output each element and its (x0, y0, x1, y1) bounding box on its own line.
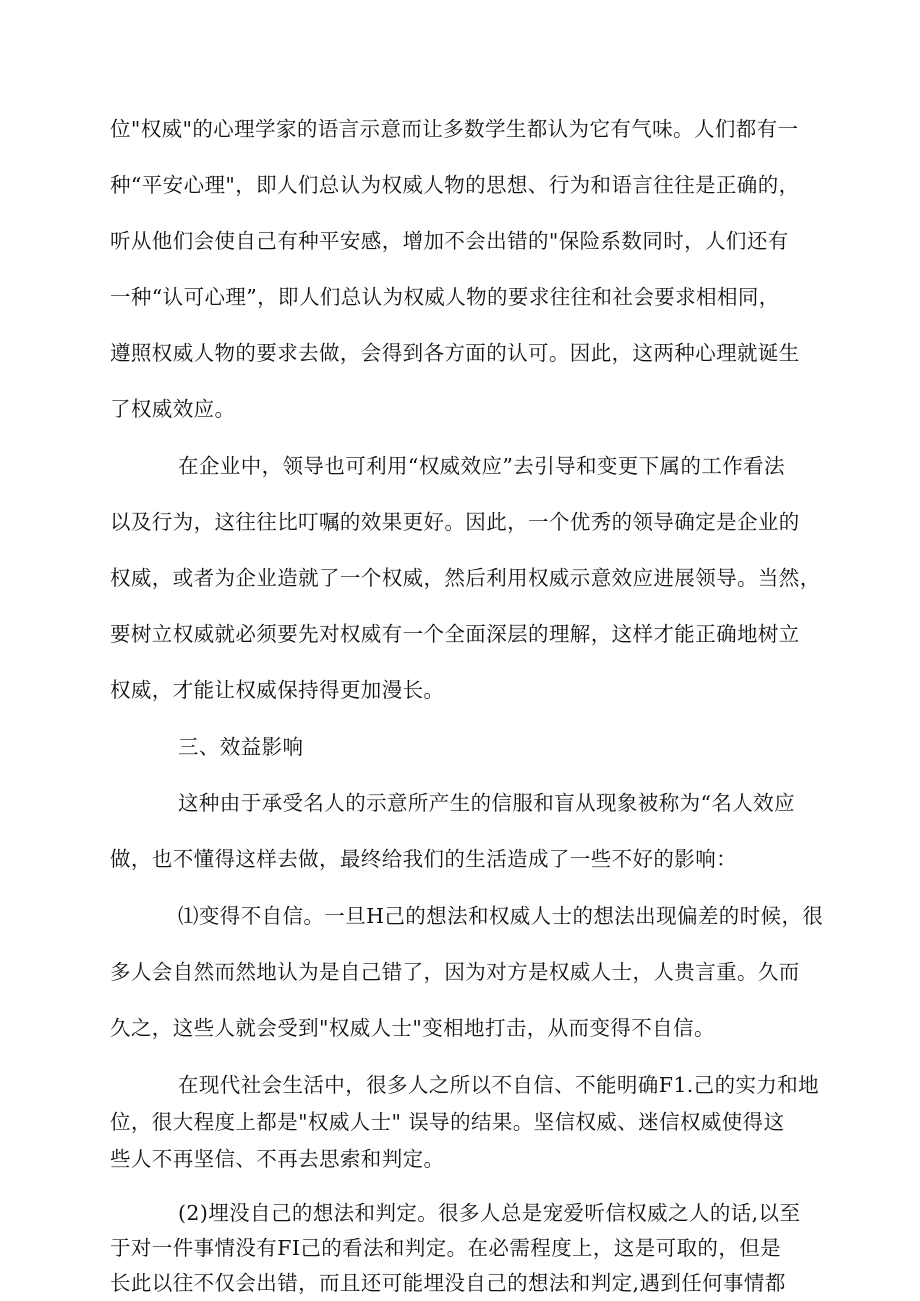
text-line: 位"权威"的心理学家的语言示意而让多数学生都认为它有气味。人们都有一 (110, 117, 799, 141)
text-line: 听从他们会使自己有种平安感，增加不会出错的"保险系数同时，人们还有 (110, 229, 789, 253)
text-line: (2)埋没自己的想法和判定。很多人总是宠爱听信权威之人的话,以至 (178, 1201, 801, 1225)
text-line: 种“平安心理"，即人们总认为权威人物的思想、行为和语言往往是正确的， (110, 173, 800, 197)
text-line: 位，很大程度上都是"权威人士" 误导的结果。坚信权威、迷信权威使得这 (110, 1110, 785, 1134)
text-line: 做，也不懂得这样去做，最终给我们的生活造成了一些不好的影响： (110, 847, 737, 871)
text-line: 于对一件事情没有FI己的看法和判定。在必需程度上，这是可取的，但是 (110, 1236, 782, 1260)
text-line: 以及行为，这往往比叮嘱的效果更好。因此，一个优秀的领导确定是企业的 (110, 510, 800, 534)
text-line: 些人不再坚信、不再去思索和判定。 (110, 1147, 445, 1171)
text-line: 权威，或者为企业造就了一个权威，然后利用权威示意效应进展领导。当然， (110, 566, 821, 590)
text-line: ⑴变得不自信。一旦H己的想法和权威人士的想法出现偏差的时候，很 (178, 904, 824, 928)
text-line: 一种“认可心理”，即人们总认为权威人物的要求往往和社会要求相相同， (110, 285, 780, 309)
text-line: 久之，这些人就会受到"权威人士"变相地打击，从而变得不自信。 (110, 1016, 715, 1040)
text-line: 权威，才能让权威保持得更加漫长。 (110, 678, 445, 702)
section-heading: 三、效益影响 (178, 735, 304, 759)
text-line: 了权威效应。 (110, 397, 236, 421)
text-line: 长此以往不仅会出错，而且还可能埋没自己的想法和判定,遇到任何事情都 (110, 1271, 786, 1295)
text-line: 在现代社会生活中，很多人之所以不自信、不能明确F1.己的实力和地 (178, 1073, 820, 1097)
text-line: 要树立权威就必须要先对权威有一个全面深层的理解，这样才能正确地树立 (110, 622, 800, 646)
text-line: 在企业中，领导也可利用“权威效应”去引导和变更下属的工作看法 (178, 454, 785, 478)
text-line: 这种由于承受名人的示意所产生的信服和盲从现象被称为“名人效应 (178, 791, 795, 815)
text-line: 多人会自然而然地认为是自己错了，因为对方是权威人士，人贵言重。久而 (110, 960, 800, 984)
text-line: 遵照权威人物的要求去做，会得到各方面的认可。因此，这两种心理就诞生 (110, 341, 800, 365)
